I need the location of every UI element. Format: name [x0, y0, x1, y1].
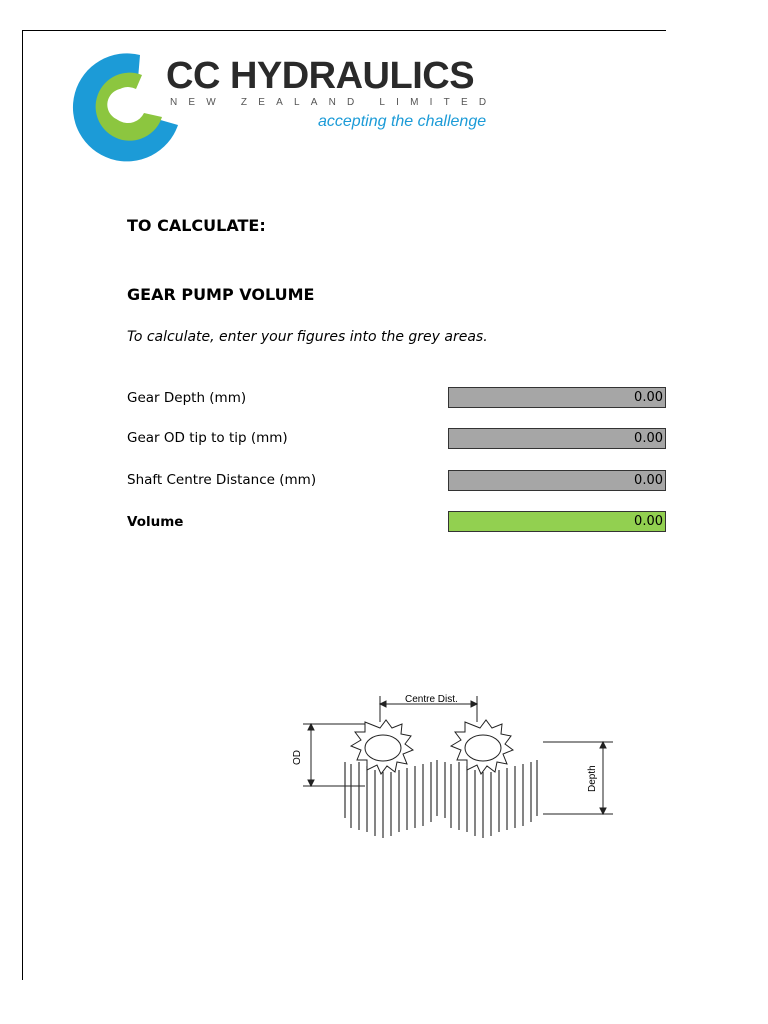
gear-od-label: Gear OD tip to tip (mm): [127, 430, 288, 446]
gear-depth-input[interactable]: 0.00: [448, 387, 666, 408]
company-name: CC HYDRAULICS: [166, 55, 475, 97]
centre-dist-label: Centre Dist.: [405, 694, 458, 705]
page-border-top: [22, 30, 666, 31]
gear-diagram-image: [285, 690, 620, 845]
page-border-left: [22, 30, 23, 980]
heading-gear-pump-volume: GEAR PUMP VOLUME: [127, 285, 315, 304]
depth-label: Depth: [587, 765, 598, 792]
company-subtitle: NEW ZEALAND LIMITED: [170, 97, 498, 108]
heading-to-calculate: TO CALCULATE:: [127, 216, 266, 235]
volume-label: Volume: [127, 514, 184, 530]
company-tagline: accepting the challenge: [318, 113, 487, 130]
shaft-centre-distance-input[interactable]: 0.00: [448, 470, 666, 491]
gear-depth-label: Gear Depth (mm): [127, 390, 247, 406]
gear-od-input[interactable]: 0.00: [448, 428, 666, 449]
shaft-centre-distance-label: Shaft Centre Distance (mm): [127, 472, 317, 488]
od-label: OD: [292, 750, 303, 765]
gear-pump-diagram: [285, 690, 620, 845]
company-logo: [50, 47, 520, 162]
volume-result: 0.00: [448, 511, 666, 532]
cc-logo-icon: [50, 47, 180, 162]
instruction-text: To calculate, enter your figures into the grey areas.: [127, 329, 488, 345]
